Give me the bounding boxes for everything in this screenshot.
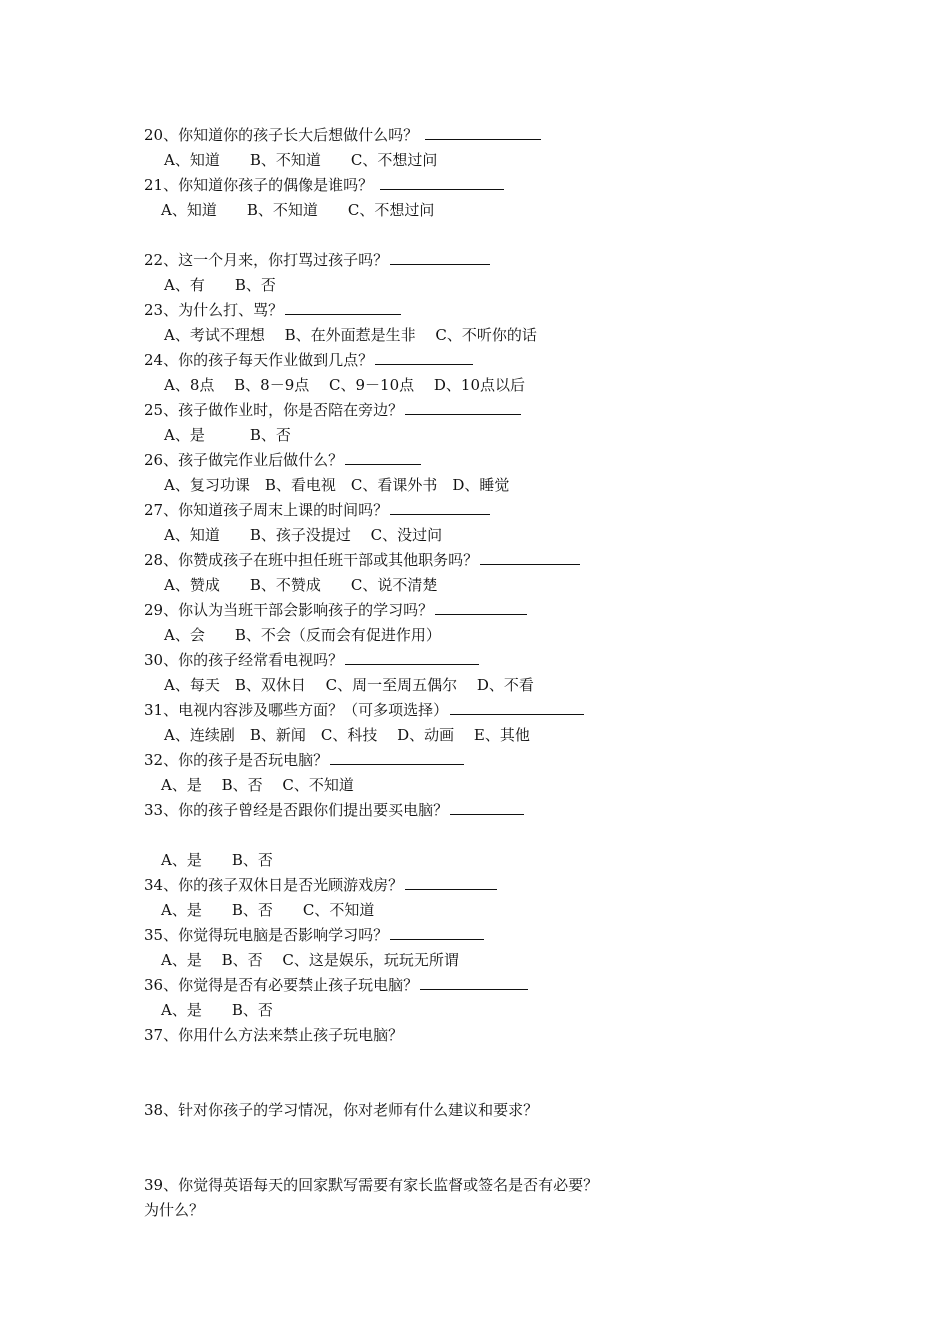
question-34: 34、你的孩子双休日是否光顾游戏房？: [144, 873, 804, 898]
answer-blank[interactable]: [390, 499, 490, 515]
question-20: 20、你知道你的孩子长大后想做什么吗？: [144, 123, 804, 148]
options-34: A、是 B、否 C、不知道: [161, 901, 375, 919]
question-23: 23、为什么打、骂？: [144, 298, 804, 323]
question-38: 38、针对你孩子的学习情况，你对老师有什么建议和要求？: [144, 1101, 539, 1119]
options-31: A、连续剧 B、新闻 C、科技 D、动画 E、其他: [164, 726, 530, 744]
answer-blank[interactable]: [390, 249, 490, 265]
answer-blank[interactable]: [345, 449, 421, 465]
question-33: 33、你的孩子曾经是否跟你们提出要买电脑？: [144, 798, 804, 823]
question-39-continued: 为什么？: [144, 1201, 205, 1219]
question-29: 29、你认为当班干部会影响孩子的学习吗？: [144, 598, 804, 623]
answer-blank[interactable]: [330, 749, 464, 765]
question-25: 25、孩子做作业时，你是否陪在旁边？: [144, 398, 804, 423]
answer-blank[interactable]: [405, 399, 521, 415]
question-32: 32、你的孩子是否玩电脑？: [144, 748, 804, 773]
options-24: A、8点 B、8－9点 C、9－10点 D、10点以后: [164, 376, 526, 394]
options-25: A、是 B、否: [164, 426, 291, 444]
answer-blank[interactable]: [405, 874, 497, 890]
options-35: A、是 B、否 C、这是娱乐，玩玩无所谓: [161, 951, 459, 969]
options-22: A、有 B、否: [164, 276, 276, 294]
options-21: A、知道 B、不知道 C、不想过问: [161, 201, 435, 219]
question-24: 24、你的孩子每天作业做到几点？: [144, 348, 804, 373]
question-22: 22、这一个月来，你打骂过孩子吗？: [144, 248, 804, 273]
options-32: A、是 B、否 C、不知道: [161, 776, 354, 794]
options-29: A、会 B、不会（反而会有促进作用）: [164, 626, 441, 644]
answer-blank[interactable]: [375, 349, 473, 365]
answer-blank[interactable]: [420, 974, 528, 990]
question-36: 36、你觉得是否有必要禁止孩子玩电脑？: [144, 973, 804, 998]
answer-blank[interactable]: [480, 549, 580, 565]
options-33: A、是 B、否: [161, 851, 273, 869]
options-20: A、知道 B、不知道 C、不想过问: [164, 151, 438, 169]
question-26: 26、孩子做完作业后做什么？: [144, 448, 804, 473]
question-30: 30、你的孩子经常看电视吗？: [144, 648, 804, 673]
options-23: A、考试不理想 B、在外面惹是生非 C、不听你的话: [164, 326, 537, 344]
answer-blank[interactable]: [285, 299, 401, 315]
options-28: A、赞成 B、不赞成 C、说不清楚: [164, 576, 438, 594]
answer-blank[interactable]: [450, 699, 584, 715]
answer-blank[interactable]: [380, 174, 504, 190]
question-37: 37、你用什么方法来禁止孩子玩电脑？: [144, 1026, 404, 1044]
question-28: 28、你赞成孩子在班中担任班干部或其他职务吗？: [144, 548, 804, 573]
answer-blank[interactable]: [425, 124, 541, 140]
answer-blank[interactable]: [345, 649, 479, 665]
options-36: A、是 B、否: [161, 1001, 273, 1019]
questionnaire: [144, 123, 804, 1223]
question-39: 39、你觉得英语每天的回家默写需要有家长监督或签名是否有必要？: [144, 1176, 599, 1194]
options-26: A、复习功课 B、看电视 C、看课外书 D、睡觉: [164, 476, 510, 494]
question-21: 21、你知道你孩子的偶像是谁吗？: [144, 173, 804, 198]
question-35: 35、你觉得玩电脑是否影响学习吗？: [144, 923, 804, 948]
answer-blank[interactable]: [435, 599, 527, 615]
question-27: 27、你知道孩子周末上课的时间吗？: [144, 498, 804, 523]
question-31: 31、电视内容涉及哪些方面？（可多项选择）: [144, 698, 804, 723]
answer-blank[interactable]: [390, 924, 484, 940]
answer-blank[interactable]: [450, 799, 524, 815]
options-30: A、每天 B、双休日 C、周一至周五偶尔 D、不看: [164, 676, 534, 694]
options-27: A、知道 B、孩子没提过 C、没过问: [164, 526, 443, 544]
